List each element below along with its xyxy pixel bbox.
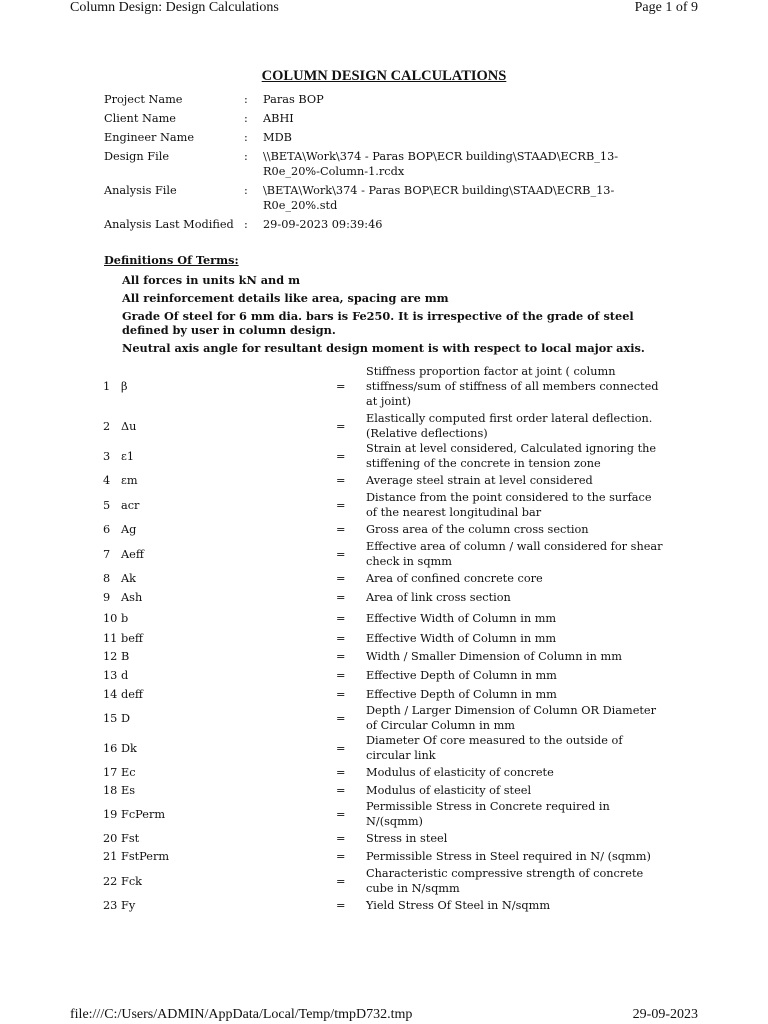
- equals-sign: =: [336, 474, 346, 487]
- meta-key: Project Name: [104, 93, 183, 106]
- term-symbol: B: [121, 650, 130, 663]
- term-number: 16: [103, 741, 118, 755]
- term-number: 15: [103, 711, 118, 725]
- term-row: [103, 799, 673, 829]
- term-symbol: Aeff: [121, 547, 144, 561]
- term-description: Depth / Larger Dimension of Column OR Diameter of Circular Column in mm: [366, 704, 657, 732]
- term-symbol: Es: [121, 783, 136, 797]
- term-number: 21: [103, 850, 118, 863]
- term-row: [103, 666, 673, 685]
- meta-colon: :: [244, 93, 248, 106]
- term-symbol: ε1: [121, 449, 135, 463]
- term-description: Average steel strain at level considered: [366, 474, 593, 487]
- term-row: [103, 866, 673, 896]
- term-symbol: FcPerm: [121, 807, 166, 821]
- equals-sign: =: [336, 741, 346, 755]
- term-number: 20: [103, 831, 118, 845]
- term-symbol: Ag: [121, 523, 137, 536]
- term-symbol: d: [121, 669, 129, 682]
- term-symbol: εm: [121, 474, 138, 487]
- term-row: [103, 490, 673, 520]
- meta-row-analysis-file: [104, 183, 664, 213]
- equals-sign: =: [336, 498, 346, 512]
- footer-path: file:///C:/Users/ADMIN/AppData/Local/Temp/tmpD732.tmp: [70, 1007, 413, 1022]
- equals-sign: =: [336, 419, 346, 433]
- term-number: 2: [103, 419, 111, 433]
- note: Neutral axis angle for resultant design moment is with respect to local major axis.: [122, 341, 645, 355]
- document-title: COLUMN DESIGN CALCULATIONS: [261, 68, 507, 84]
- equals-sign: =: [336, 547, 346, 561]
- equals-sign: =: [336, 380, 346, 393]
- term-number: 7: [103, 547, 111, 561]
- meta-value: \BETA\Work\374 - Paras BOP\ECR building\STAAD\ECRB_13-R0e_20%.std: [263, 184, 615, 212]
- term-symbol: acr: [121, 498, 140, 512]
- equals-sign: =: [336, 783, 346, 797]
- meta-colon: :: [244, 184, 248, 197]
- meta-row-engineer: [104, 130, 664, 145]
- term-description: Area of confined concrete core: [366, 572, 543, 585]
- term-number: 23: [103, 898, 118, 912]
- header-title: Column Design: Design Calculations: [70, 0, 279, 15]
- meta-value: MDB: [263, 131, 292, 144]
- meta-value: \\BETA\Work\374 - Paras BOP\ECR building\STAAD\ECRB_13-R0e_20%-Column-1.rcdx: [263, 150, 619, 178]
- equals-sign: =: [336, 807, 346, 821]
- equals-sign: =: [336, 631, 346, 645]
- meta-value: 29-09-2023 09:39:46: [263, 218, 383, 231]
- term-symbol: Dk: [121, 741, 137, 755]
- term-number: 17: [103, 765, 118, 779]
- meta-colon: :: [244, 112, 248, 125]
- term-symbol: Δu: [121, 419, 137, 433]
- term-description: Width / Smaller Dimension of Column in mm: [366, 650, 622, 663]
- term-row: [103, 520, 673, 539]
- term-symbol: D: [121, 711, 131, 725]
- equals-sign: =: [336, 572, 346, 585]
- term-description: Effective Width of Column in mm: [366, 611, 557, 625]
- meta-key: Client Name: [104, 112, 176, 125]
- equals-sign: =: [336, 449, 346, 463]
- page-footer: [70, 1007, 698, 1023]
- term-row: [103, 607, 673, 629]
- term-row: [103, 411, 673, 441]
- term-description: Strain at level considered, Calculated ignoring the stiffening of the concrete in tension zone: [366, 442, 657, 470]
- term-row: [103, 471, 673, 490]
- term-number: 19: [103, 807, 118, 821]
- term-description: Effective area of column / wall considered for shear check in sqmm: [366, 540, 663, 568]
- terms-table: [103, 362, 673, 914]
- term-row: [103, 588, 673, 607]
- equals-sign: =: [336, 669, 346, 682]
- term-row: [103, 781, 673, 799]
- term-description: Gross area of the column cross section: [366, 523, 589, 536]
- term-row: [103, 733, 673, 763]
- term-row: [103, 829, 673, 847]
- term-description: Modulus of elasticity of steel: [366, 783, 532, 797]
- term-description: Yield Stress Of Steel in N/sqmm: [366, 898, 551, 912]
- term-description: Effective Depth of Column in mm: [366, 669, 557, 682]
- term-symbol: FstPerm: [121, 850, 170, 863]
- term-row: [103, 685, 673, 703]
- meta-value: Paras BOP: [263, 93, 324, 106]
- term-symbol: deff: [121, 687, 143, 701]
- meta-colon: :: [244, 218, 248, 231]
- equals-sign: =: [336, 687, 346, 701]
- meta-row-last-modified: [104, 217, 664, 232]
- term-description: Elastically computed first order lateral deflection. (Relative deflections): [366, 412, 653, 440]
- term-number: 5: [103, 498, 111, 512]
- term-description: Diameter Of core measured to the outside of circular link: [366, 734, 623, 762]
- term-symbol: beff: [121, 631, 143, 645]
- term-number: 13: [103, 669, 118, 682]
- term-symbol: Fst: [121, 831, 140, 845]
- footer-date: 29-09-2023: [632, 1007, 698, 1022]
- meta-key: Analysis File: [104, 184, 177, 197]
- definitions-heading: Definitions Of Terms:: [104, 253, 239, 267]
- term-symbol: Fy: [121, 898, 136, 912]
- term-row: [103, 441, 673, 471]
- term-row: [103, 647, 673, 666]
- note: Grade Of steel for 6 mm dia. bars is Fe250. It is irrespective of the grade of steel defined by user in column design.: [122, 309, 634, 337]
- term-row: [103, 896, 673, 914]
- term-description: Modulus of elasticity of concrete: [366, 765, 554, 779]
- equals-sign: =: [336, 850, 346, 863]
- note: All reinforcement details like area, spacing are mm: [122, 291, 449, 305]
- equals-sign: =: [336, 523, 346, 536]
- meta-key: Design File: [104, 150, 170, 163]
- term-symbol: Ak: [121, 572, 137, 585]
- equals-sign: =: [336, 591, 346, 604]
- equals-sign: =: [336, 650, 346, 663]
- equals-sign: =: [336, 831, 346, 845]
- term-number: 18: [103, 783, 118, 797]
- equals-sign: =: [336, 765, 346, 779]
- equals-sign: =: [336, 874, 346, 888]
- equals-sign: =: [336, 611, 346, 625]
- term-number: 14: [103, 687, 118, 701]
- term-description: Area of link cross section: [366, 591, 511, 604]
- meta-colon: :: [244, 131, 248, 144]
- term-row: [103, 629, 673, 647]
- term-row: [103, 763, 673, 781]
- term-symbol: Ash: [121, 591, 143, 604]
- term-number: 11: [103, 631, 118, 645]
- term-row: [103, 569, 673, 588]
- term-number: 1: [103, 380, 111, 393]
- equals-sign: =: [336, 898, 346, 912]
- project-info: [104, 92, 664, 236]
- meta-key: Analysis Last Modified: [104, 218, 234, 231]
- term-symbol: Fck: [121, 874, 143, 888]
- term-number: 6: [103, 523, 111, 536]
- term-number: 12: [103, 650, 118, 663]
- term-number: 22: [103, 874, 118, 888]
- page-header: [70, 0, 698, 20]
- note: All forces in units kN and m: [122, 273, 301, 287]
- term-symbol: Ec: [121, 765, 136, 779]
- term-number: 9: [103, 591, 111, 604]
- term-symbol: β: [121, 380, 128, 393]
- term-description: Effective Depth of Column in mm: [366, 687, 557, 701]
- term-number: 8: [103, 572, 111, 585]
- meta-value: ABHI: [263, 112, 294, 125]
- meta-row-design-file: [104, 149, 664, 179]
- term-row: [103, 362, 673, 411]
- term-row: [103, 847, 673, 866]
- term-description: Permissible Stress in Steel required in N/ (sqmm): [366, 850, 651, 863]
- term-description: Stiffness proportion factor at joint ( column stiffness/sum of stiffness of all members connected at joint): [366, 365, 659, 408]
- term-description: Effective Width of Column in mm: [366, 631, 557, 645]
- term-number: 10: [103, 611, 118, 625]
- term-description: Permissible Stress in Concrete required in N/(sqmm): [366, 800, 610, 828]
- meta-row-project: [104, 92, 664, 107]
- page-number: Page 1 of 9: [634, 0, 698, 15]
- term-description: Distance from the point considered to the surface of the nearest longitudinal bar: [366, 491, 652, 519]
- notes-list: [122, 273, 662, 359]
- meta-key: Engineer Name: [104, 131, 195, 144]
- meta-colon: :: [244, 150, 248, 163]
- term-row: [103, 539, 673, 569]
- term-symbol: b: [121, 611, 129, 625]
- term-description: Stress in steel: [366, 831, 448, 845]
- term-description: Characteristic compressive strength of concrete cube in N/sqmm: [366, 867, 644, 895]
- term-row: [103, 703, 673, 733]
- meta-row-client: [104, 111, 664, 126]
- equals-sign: =: [336, 711, 346, 725]
- term-number: 4: [103, 474, 111, 487]
- term-number: 3: [103, 449, 111, 463]
